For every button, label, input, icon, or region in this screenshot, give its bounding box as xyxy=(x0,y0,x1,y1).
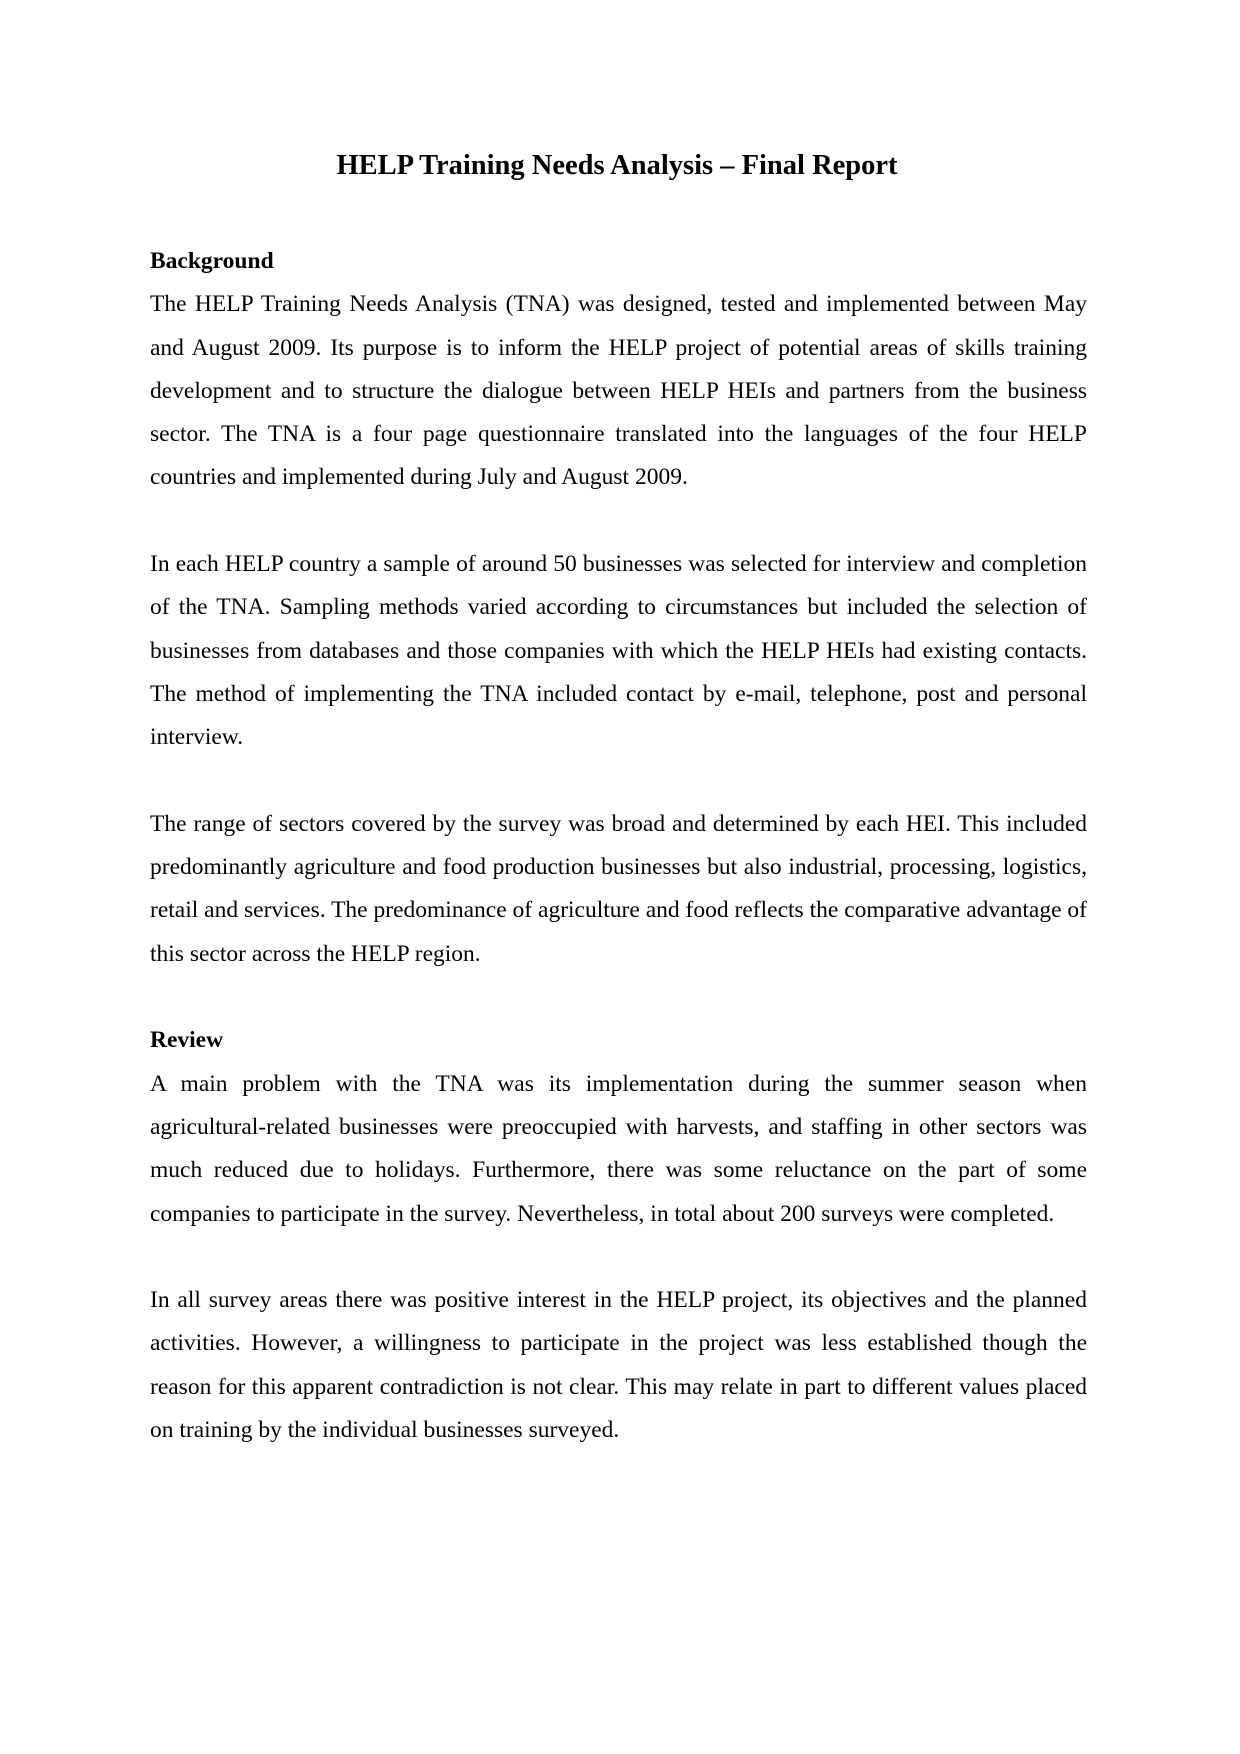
paragraph-spacer xyxy=(150,1236,1087,1279)
paragraph: In each HELP country a sample of around 50 businesses was selected for interview and completion of the TNA. Sampling methods varied according to circumstances but included the selection of businesses from databases and those companies with which the HELP HEIs had existing contacts. The method of implementing the TNA included contact by e-mail, telephone, post and personal interview. xyxy=(150,551,1087,751)
section-heading-review: Review xyxy=(150,1027,224,1054)
paragraph: In all survey areas there was positive interest in the HELP project, its objectives and the planned activities. However, a willingness to participate in the project was less established though the reason for this apparent contradiction is not clear. This may relate in part to different values placed on training by the individual businesses surveyed. xyxy=(150,1287,1087,1444)
section-background xyxy=(150,240,1087,976)
paragraph: The HELP Training Needs Analysis (TNA) was designed, tested and implemented between May and August 2009. Its purpose is to inform the HELP project of potential areas of skills training development and to structure the dialogue between HELP HEIs and partners from the business sector. The TNA is a four page questionnaire translated into the languages of the four HELP countries and implemented during July and August 2009. xyxy=(150,291,1087,491)
paragraph-spacer xyxy=(150,760,1087,803)
section-review xyxy=(150,1019,1087,1452)
section-heading-background: Background xyxy=(150,248,274,274)
paragraph: A main problem with the TNA was its implementation during the summer season when agricultural-related businesses were preoccupied with harvests, and staffing in other sectors was much reduced due to holidays. Furthermore, there was some reluctance on the part of some companies to participate in the survey. Nevertheless, in total about 200 surveys were completed. xyxy=(150,1070,1087,1227)
paragraph: The range of sectors covered by the survey was broad and determined by each HEI. This included predominantly agriculture and food production businesses but also industrial, processing, logistics, retail and services. The predominance of agriculture and food reflects the comparative advantage of this sector across the HELP region. xyxy=(150,810,1087,967)
section-spacer xyxy=(150,976,1087,1019)
document-title: HELP Training Needs Analysis – Final Report xyxy=(336,150,898,181)
document-body xyxy=(150,240,1087,1452)
paragraph-spacer xyxy=(150,500,1087,543)
